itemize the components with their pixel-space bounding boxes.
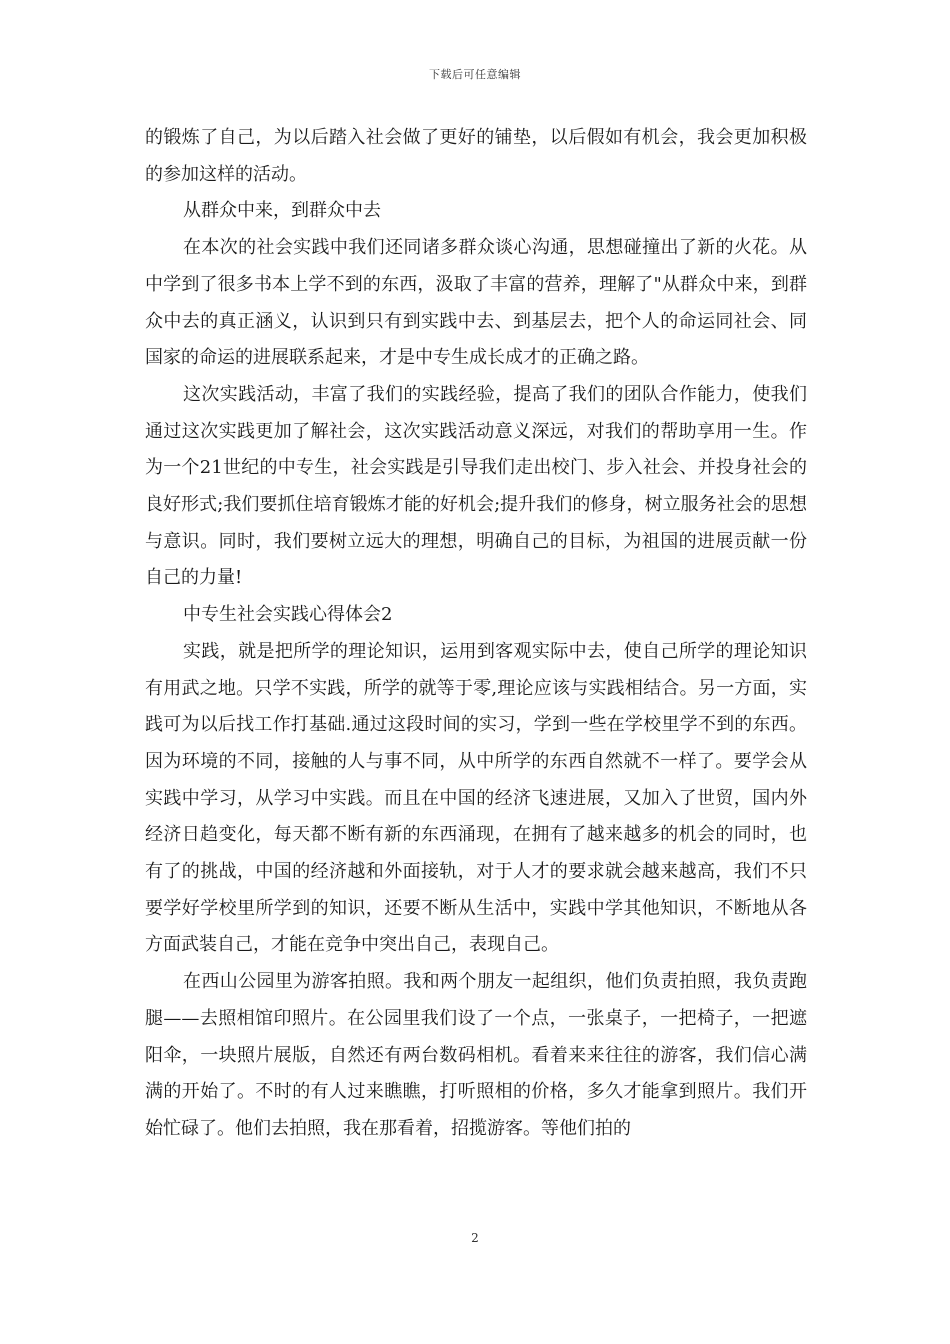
section-heading: 从群众中来，到群众中去	[183, 200, 381, 222]
paragraph: 在西山公园里为游客拍照。我和两个朋友一起组织，他们负责拍照，我负责跑腿——去照相馆印照片。在公园里我们设了一个点，一张桌子，一把椅子，一把遮阳伞，一块照片展版，自然还有两台数码相机。看着来来往往的游客，我们信心满满的开始了。不时的有人过来瞧瞧，打听照相的价格，多久才能拿到照片。我们开始忙碌了。他们去拍照，我在那看着，招揽游客。等他们拍的	[145, 971, 807, 1139]
document-body	[145, 120, 807, 1148]
page-header: 下载后可任意编辑	[429, 68, 521, 81]
section-heading: 中专生社会实践心得体会2	[183, 604, 393, 626]
paragraph: 在本次的社会实践中我们还同诸多群众谈心沟通，思想碰撞出了新的火花。从中学到了很多书本上学不到的东西，汲取了丰富的营养，理解了"从群众中来，到群众中去的真正涵义，认识到只有到实践中去、到基层去，把个人的命运同社会、同国家的命运的进展联系起来，才是中专生成长成才的正确之路。	[145, 237, 807, 369]
paragraph: 这次实践活动，丰富了我们的实践经验，提高了我们的团队合作能力，使我们通过这次实践更加了解社会，这次实践活动意义深远，对我们的帮助享用一生。作为一个21世纪的中专生，社会实践是引导我们走出校门、步入社会、并投身社会的良好形式;我们要抓住培育锻炼才能的好机会;提升我们的修身，树立服务社会的思想与意识。同时，我们要树立远大的理想，明确自己的目标，为祖国的进展贡献一份自己的力量!	[145, 383, 807, 589]
paragraph: 实践，就是把所学的理论知识，运用到客观实际中去，使自己所学的理论知识有用武之地。只学不实践，所学的就等于零,理论应该与实践相结合。另一方面，实践可为以后找工作打基础.通过这段时间的实习，学到一些在学校里学不到的东西。因为环境的不同，接触的人与事不同，从中所学的东西自然就不一样了。要学会从实践中学习，从学习中实践。而且在中国的经济飞速进展，又加入了世贸，国内外经济日趋变化，每天都不断有新的东西涌现，在拥有了越来越多的机会的同时，也有了的挑战，中国的经济越和外面接轨，对于人才的要求就会越来越高，我们不只要学好学校里所学到的知识，还要不断从生活中，实践中学其他知识，不断地从各方面武装自己，才能在竞争中突出自己，表现自己。	[145, 640, 807, 956]
paragraph: 的锻炼了自己，为以后踏入社会做了更好的铺垫，以后假如有机会，我会更加积极的参加这样的活动。	[145, 127, 807, 185]
page-number: 2	[471, 1231, 479, 1245]
